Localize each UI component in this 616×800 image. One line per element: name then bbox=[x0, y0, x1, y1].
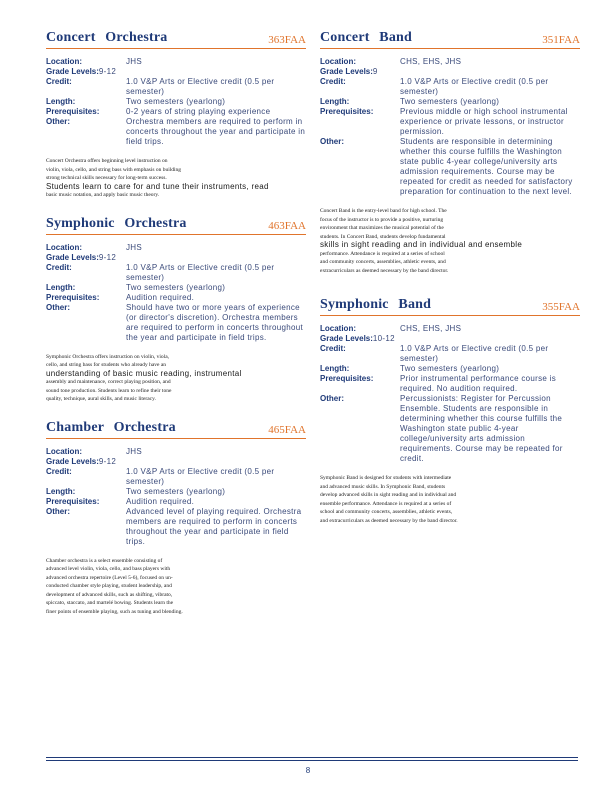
description-line: development of advanced skills, such as shifting, vibrato, bbox=[46, 591, 173, 598]
info-label: Prerequisites: bbox=[46, 292, 100, 302]
info-label: Length: bbox=[46, 97, 76, 106]
info-value: Should have two or more years of experience (or director's discretion). Orchestra members are required to perform in concerts throughout the year and participate in field trips. bbox=[126, 302, 303, 342]
info-row bbox=[320, 97, 580, 107]
info-row bbox=[320, 67, 580, 77]
info-row bbox=[46, 293, 306, 303]
description-line: advanced level violin, viola, cello, and bass players with bbox=[46, 566, 171, 572]
course-section bbox=[320, 297, 580, 525]
info-label: Credit: bbox=[320, 77, 346, 86]
page-number: 8 bbox=[305, 766, 311, 775]
info-value: 1.0 V&P Arts or Elective credit (0.5 per semester) bbox=[126, 466, 275, 486]
course-description bbox=[46, 353, 306, 404]
info-value: 0-2 years of string playing experience bbox=[126, 107, 271, 116]
info-row bbox=[320, 57, 580, 67]
course-title: Symphonic Orchestra bbox=[46, 215, 187, 231]
course-section bbox=[320, 30, 580, 275]
course-header bbox=[320, 297, 580, 316]
info-row bbox=[46, 283, 306, 293]
course-header bbox=[46, 30, 306, 49]
info-value: 1.0 V&P Arts or Elective credit (0.5 per semester) bbox=[400, 344, 549, 363]
description-line: assembly and maintenance, correct playing position, and bbox=[46, 379, 171, 385]
description-line: performance. Attendance is required at a series of school bbox=[320, 250, 445, 257]
info-value: Prior instrumental performance course is required. No audition required. bbox=[400, 374, 557, 393]
info-label: Location: bbox=[320, 57, 356, 66]
info-label: Grade Levels: bbox=[46, 456, 99, 466]
info-row bbox=[320, 394, 580, 464]
description-line: Symphonic Orchestra offers instruction on violin, viola, bbox=[46, 353, 170, 360]
info-value: JHS bbox=[126, 242, 143, 252]
info-value: 1.0 V&P Arts or Elective credit (0.5 per semester) bbox=[126, 77, 275, 96]
info-row bbox=[320, 77, 580, 97]
course-description bbox=[46, 557, 306, 617]
course-code: 465FAA bbox=[268, 423, 306, 436]
info-row bbox=[320, 334, 580, 344]
info-row bbox=[46, 303, 306, 343]
description-line: Concert Band is the entry-level band for high school. The bbox=[320, 208, 447, 214]
description-line: school and community concerts, assemblies, athletic events, bbox=[320, 509, 453, 515]
course-code: 463FAA bbox=[268, 219, 306, 232]
course-code: 363FAA bbox=[268, 34, 306, 46]
info-label: Location: bbox=[46, 446, 82, 456]
info-label: Length: bbox=[46, 282, 76, 292]
info-label: Location: bbox=[320, 324, 356, 333]
info-value: 1.0 V&P Arts or Elective credit (0.5 per semester) bbox=[126, 262, 275, 282]
info-row bbox=[46, 507, 306, 547]
info-row bbox=[46, 107, 306, 117]
info-label: Prerequisites: bbox=[320, 374, 374, 383]
course-section bbox=[46, 30, 306, 200]
info-value: Two semesters (yearlong) bbox=[126, 486, 226, 496]
course-description bbox=[320, 474, 580, 525]
info-value: CHS, EHS, JHS bbox=[400, 57, 462, 66]
course-description bbox=[46, 157, 306, 200]
info-label: Location: bbox=[46, 57, 82, 66]
info-value: Previous middle or high school instrumental experience or private lessons, or instructor permission. bbox=[400, 107, 568, 136]
info-value: JHS bbox=[126, 446, 143, 456]
info-row bbox=[46, 77, 306, 97]
info-label: Length: bbox=[320, 364, 350, 373]
description-line: strong technical skills necessary for long-term success. bbox=[46, 175, 167, 181]
info-label: Credit: bbox=[46, 262, 72, 272]
course-title: Symphonic Band bbox=[320, 297, 432, 312]
info-value: Audition required. bbox=[126, 496, 195, 506]
info-label: Grade Levels: bbox=[46, 67, 99, 76]
course-header bbox=[46, 216, 306, 235]
description-line: students. In Concert Band, students develop fundamental bbox=[320, 233, 446, 240]
info-value: Two semesters (yearlong) bbox=[126, 97, 226, 106]
description-line: Symphonic Band is designed for students with intermediate bbox=[320, 475, 452, 481]
info-label: Prerequisites: bbox=[46, 496, 100, 506]
description-line: conducted chamber style playing, student leadership, and bbox=[46, 583, 172, 589]
course-code: 355FAA bbox=[542, 301, 580, 313]
course-header bbox=[320, 30, 580, 49]
description-line: skills in sight reading and in individual and ensemble bbox=[320, 240, 523, 249]
info-label: Grade Levels: bbox=[46, 252, 99, 262]
info-value: 9-12 bbox=[98, 456, 117, 466]
info-label: Credit: bbox=[46, 466, 72, 476]
info-label: Grade Levels: bbox=[320, 67, 373, 76]
course-title: Concert Band bbox=[320, 30, 413, 45]
info-value: Orchestra members are required to perform in concerts throughout the year and participate in field trips. bbox=[126, 117, 306, 146]
footer-rule-top bbox=[46, 757, 578, 758]
footer-rule-bottom bbox=[46, 760, 578, 761]
info-row bbox=[320, 364, 580, 374]
info-value: JHS bbox=[126, 57, 143, 66]
info-value: Students are responsible in determining whether this course fulfills the Washington state public 4-year college/university arts admission requirements. Course may be repeated for credit as needed for satisfactory preparation for continuation to the next level. bbox=[400, 137, 573, 196]
info-label: Prerequisites: bbox=[320, 107, 374, 116]
info-row bbox=[46, 457, 306, 467]
description-line: advanced orchestra repertoire (Level 5-6), focused on un- bbox=[46, 574, 173, 581]
info-value: 9 bbox=[372, 67, 378, 76]
info-value: Percussionists: Register for Percussion Ensemble. Students are responsible in determining whether this course fulfills the Washington state public 4-year college/university arts admission requirements. Course may be repeated for credit. bbox=[400, 394, 563, 463]
info-value: CHS, EHS, JHS bbox=[400, 324, 462, 333]
description-line: Students learn to care for and tune their instruments, read bbox=[46, 181, 269, 191]
right-column bbox=[320, 30, 580, 539]
info-row bbox=[46, 67, 306, 77]
info-row bbox=[320, 137, 580, 197]
description-line: basic music notation, and apply basic music theory. bbox=[46, 192, 160, 198]
info-label: Other: bbox=[46, 117, 70, 126]
info-row bbox=[320, 374, 580, 394]
info-label: Other: bbox=[46, 302, 70, 312]
course-title: Concert Orchestra bbox=[46, 30, 168, 45]
info-row bbox=[46, 447, 306, 457]
info-row bbox=[46, 243, 306, 253]
info-label: Other: bbox=[320, 137, 344, 146]
description-line: finer points of ensemble playing, such as tuning and blending. bbox=[46, 608, 183, 615]
description-line: sound tone production. Students learn to refine their tone bbox=[46, 387, 172, 394]
description-line: and advanced music skills. In Symphonic Band, students bbox=[320, 483, 446, 490]
info-value: 1.0 V&P Arts or Elective credit (0.5 per semester) bbox=[400, 77, 549, 96]
course-header bbox=[46, 420, 306, 439]
info-row bbox=[46, 97, 306, 107]
description-line: develop advanced skills in sight reading and in individual and bbox=[320, 492, 457, 498]
course-description bbox=[320, 207, 580, 275]
info-value: Audition required. bbox=[126, 292, 195, 302]
description-line: extracurriculars as deemed necessary by the band director. bbox=[320, 267, 449, 274]
info-label: Length: bbox=[46, 486, 76, 496]
description-line: environment that maximizes the musical potential of the bbox=[320, 225, 444, 231]
info-value: Two semesters (yearlong) bbox=[400, 97, 500, 106]
description-line: and community concerts, assemblies, athletic events, and bbox=[320, 259, 446, 265]
description-line: spiccato, staccato, and martelé bowing. Students learn the bbox=[46, 600, 174, 606]
info-row bbox=[46, 487, 306, 497]
info-label: Prerequisites: bbox=[46, 107, 100, 116]
info-row bbox=[46, 253, 306, 263]
info-label: Other: bbox=[320, 394, 344, 403]
course-title: Chamber Orchestra bbox=[46, 419, 176, 435]
course-section bbox=[46, 216, 306, 404]
info-value: 10-12 bbox=[372, 334, 395, 343]
info-row bbox=[46, 497, 306, 507]
description-line: focus of the instructor is to provide a positive, nurturing bbox=[320, 216, 444, 223]
info-value: 9-12 bbox=[98, 252, 117, 262]
course-code: 351FAA bbox=[542, 34, 580, 46]
description-line: understanding of basic music reading, instrumental bbox=[46, 368, 242, 378]
info-row bbox=[46, 117, 306, 147]
info-value: Two semesters (yearlong) bbox=[400, 364, 500, 373]
info-label: Other: bbox=[46, 506, 70, 516]
info-row bbox=[46, 467, 306, 487]
info-label: Credit: bbox=[46, 77, 72, 86]
description-line: Concert Orchestra offers beginning level instruction on bbox=[46, 158, 168, 164]
description-line: quality, technique, aural skills, and music literacy. bbox=[46, 396, 156, 402]
info-row bbox=[320, 324, 580, 334]
left-column bbox=[46, 30, 306, 630]
description-line: violin, viola, cello, and string bass with emphasis on building bbox=[46, 166, 182, 173]
info-row bbox=[320, 107, 580, 137]
description-line: and extracurriculars as deemed necessary by the band director. bbox=[320, 517, 458, 524]
course-section bbox=[46, 420, 306, 617]
description-line: Chamber orchestra is a select ensemble consisting of bbox=[46, 557, 163, 564]
info-label: Length: bbox=[320, 97, 350, 106]
info-label: Grade Levels: bbox=[320, 334, 373, 343]
info-label: Credit: bbox=[320, 344, 346, 353]
info-value: 9-12 bbox=[98, 67, 117, 76]
info-row bbox=[46, 263, 306, 283]
description-line: cello, and string bass for students who already have an bbox=[46, 362, 167, 368]
info-value: Two semesters (yearlong) bbox=[126, 282, 226, 292]
info-value: Advanced level of playing required. Orchestra members are required to perform in concerts throughout the year and participate in field trips. bbox=[126, 506, 302, 546]
info-label: Location: bbox=[46, 242, 82, 252]
description-line: ensemble performance. Attendance is required at a series of bbox=[320, 500, 452, 507]
info-row bbox=[320, 344, 580, 364]
info-row bbox=[46, 57, 306, 67]
